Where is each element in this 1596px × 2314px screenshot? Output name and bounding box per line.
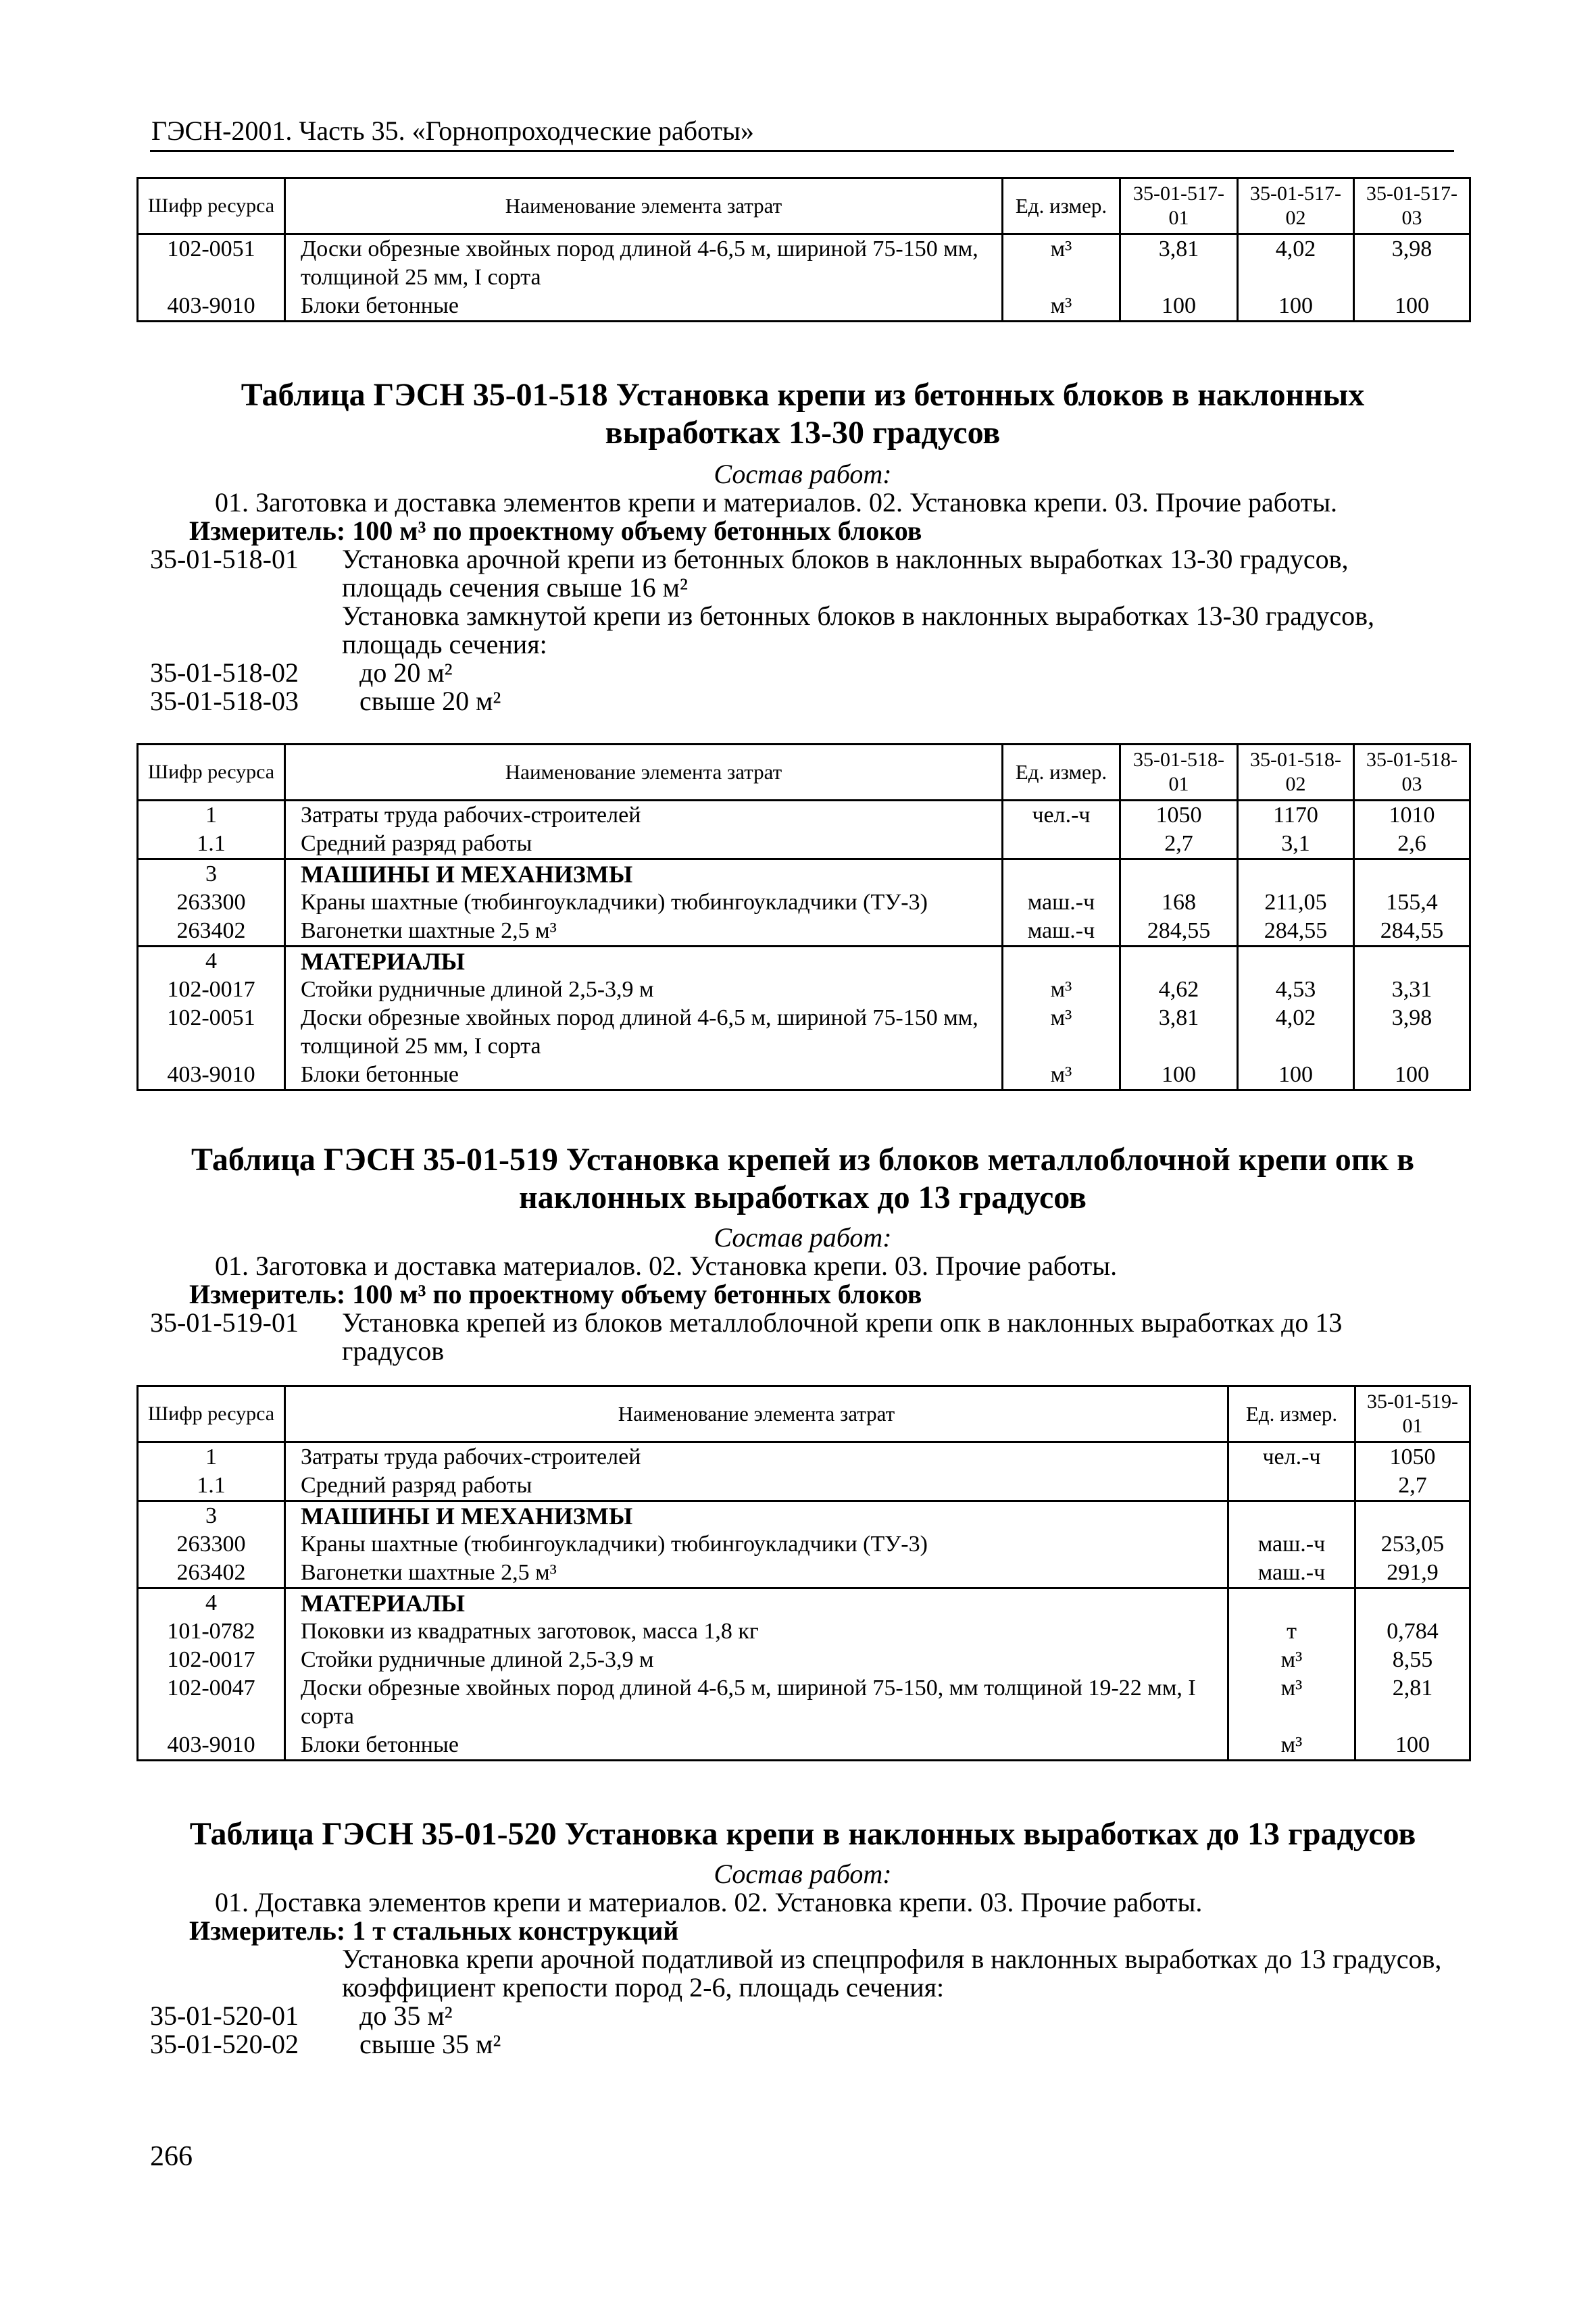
section-heading-materials: МАТЕРИАЛЫ [285,947,1003,976]
column-header-name: Наименование элемента затрат [285,745,1003,801]
table-518 [136,743,1471,1091]
row-name: Стойки рудничные длиной 2,5-3,9 м [285,1646,1228,1674]
measure-unit: Измеритель: 100 м³ по проектному объему бетонных блоков [189,515,922,546]
row-unit [1228,1472,1355,1501]
row-unit: м³ [1228,1674,1355,1731]
column-header-unit: Ед. измер. [1228,1386,1355,1442]
section-code: 4 [138,1588,285,1618]
table-519 [136,1385,1471,1761]
table-518-title-line-2: выработках 13-30 градусов [605,415,1001,451]
column-header-code: Шифр ресурса [138,1386,285,1442]
row-name: Краны шахтные (тюбингоукладчики) тюбингоукладчики (ТУ-3) [285,888,1003,917]
row-code: 403-9010 [138,1731,285,1761]
item-group-text: Установка замкнутой крепи из бетонных блоков в наклонных выработках 13-30 градусов, [342,601,1374,631]
row-value-2: 4,53 [1238,976,1354,1004]
row-name: Блоки бетонные [285,1731,1228,1761]
section-heading-machines: МАШИНЫ И МЕХАНИЗМЫ [285,1501,1228,1531]
work-composition-text: 01. Доставка элементов крепи и материалов. 02. Установка крепи. 03. Прочие работы. [215,1887,1203,1917]
section-row [138,947,1470,976]
column-header-code: Шифр ресурса [138,178,285,234]
row-value-1: 1050 [1120,801,1238,830]
row-value-3: 3,98 [1354,1004,1470,1061]
row-value-3: 2,6 [1354,830,1470,859]
row-name: Вагонетки шахтные 2,5 м³ [285,917,1003,947]
row-name: Вагонетки шахтные 2,5 м³ [285,1559,1228,1588]
table-row [138,1731,1470,1761]
column-header-value-1: 35-01-518-01 [1120,745,1238,801]
item-code: 35-01-518-02 [150,657,299,688]
item-text-continued: градусов [342,1336,445,1366]
row-unit: маш.-ч [1003,917,1120,947]
table-row [138,1559,1470,1588]
row-value-1: 168 [1120,888,1238,917]
work-composition-text: 01. Заготовка и доставка материалов. 02. Установка крепи. 03. Прочие работы. [215,1251,1118,1281]
row-value-1: 100 [1120,292,1238,322]
table-row [138,292,1470,322]
table-519-title-line-2: наклонных выработках до 13 градусов [519,1180,1087,1215]
row-name: Доски обрезные хвойных пород длиной 4-6,5 м, шириной 75-150, мм толщиной 19-22 мм, I сорта [285,1674,1228,1731]
row-unit: м³ [1228,1646,1355,1674]
column-header-value-3: 35-01-518-03 [1354,745,1470,801]
table-519-title-line-1: Таблица ГЭСН 35-01-519 Установка крепей из блоков металлоблочной крепи опк в [191,1142,1414,1178]
table-row [138,976,1470,1004]
row-name: Поковки из квадратных заготовок, масса 1,8 кг [285,1617,1228,1646]
row-code: 263402 [138,1559,285,1588]
row-value-1: 8,55 [1355,1646,1470,1674]
row-unit: чел.-ч [1003,801,1120,830]
row-unit: м³ [1228,1731,1355,1761]
row-name: Доски обрезные хвойных пород длиной 4-6,5 м, шириной 75-150 мм, толщиной 25 мм, I сорта [285,1004,1003,1061]
row-unit: м³ [1003,1061,1120,1090]
row-value-1: 2,81 [1355,1674,1470,1731]
row-value-2: 100 [1238,292,1354,322]
section-row [138,1501,1470,1531]
row-value-1: 0,784 [1355,1617,1470,1646]
item-text-continued: площадь сечения свыше 16 м² [342,572,688,603]
work-composition-text: 01. Заготовка и доставка элементов крепи и материалов. 02. Установка крепи. 03. Прочие работы. [215,487,1337,518]
table-row [138,1530,1470,1559]
item-code: 35-01-520-02 [150,2029,299,2059]
table-520-title: Таблица ГЭСН 35-01-520 Установка крепи в наклонных выработках до 13 градусов [189,1816,1416,1852]
measure-unit: Измеритель: 1 т стальных конструкций [189,1915,679,1946]
section-row [138,1588,1470,1618]
table-header-row [138,178,1470,234]
row-code: 102-0047 [138,1674,285,1731]
row-unit: м³ [1003,1004,1120,1061]
row-value-1: 1050 [1355,1442,1470,1472]
table-row [138,1674,1470,1731]
row-value-1: 253,05 [1355,1530,1470,1559]
row-code: 1 [138,1442,285,1472]
row-unit: м³ [1003,292,1120,322]
work-composition-label: Состав работ: [714,1859,892,1889]
column-header-unit: Ед. измер. [1003,178,1120,234]
item-group-text: Установка крепи арочной податливой из спецпрофиля в наклонных выработках до 13 градусов, [342,1944,1442,1974]
table-517-continuation [136,177,1471,322]
row-code: 102-0017 [138,976,285,1004]
row-name: Стойки рудничные длиной 2,5-3,9 м [285,976,1003,1004]
table-row [138,234,1470,293]
row-unit: т [1228,1617,1355,1646]
row-unit [1003,830,1120,859]
item-code: 35-01-518-03 [150,686,299,716]
item-code: 35-01-520-01 [150,2001,299,2031]
row-name: Блоки бетонные [285,292,1003,322]
row-value-2: 4,02 [1238,234,1354,293]
item-text: свыше 35 м² [359,2029,501,2059]
row-code: 1.1 [138,1472,285,1501]
row-code: 403-9010 [138,1061,285,1090]
row-code: 102-0051 [138,234,285,293]
item-text: Установка крепей из блоков металлоблочной крепи опк в наклонных выработках до 13 [342,1307,1343,1338]
work-composition-label: Состав работ: [714,1222,892,1253]
row-value-3: 3,98 [1354,234,1470,293]
row-value-2: 284,55 [1238,917,1354,947]
column-header-value-1: 35-01-517-01 [1120,178,1238,234]
row-unit: м³ [1003,234,1120,293]
column-header-code: Шифр ресурса [138,745,285,801]
table-row [138,888,1470,917]
row-value-3: 284,55 [1354,917,1470,947]
item-text: Установка арочной крепи из бетонных блоков в наклонных выработках 13-30 градусов, [342,544,1349,574]
table-row [138,1004,1470,1061]
row-code: 403-9010 [138,292,285,322]
row-value-1: 4,62 [1120,976,1238,1004]
row-name: Средний разряд работы [285,830,1003,859]
row-code: 101-0782 [138,1617,285,1646]
row-code: 102-0051 [138,1004,285,1061]
row-code: 263402 [138,917,285,947]
row-value-1: 3,81 [1120,1004,1238,1061]
row-name: Доски обрезные хвойных пород длиной 4-6,5 м, шириной 75-150 мм, толщиной 25 мм, I сорта [285,234,1003,293]
running-header: ГЭСН-2001. Часть 35. «Горнопроходческие работы» [151,116,754,146]
row-unit: маш.-ч [1228,1559,1355,1588]
row-value-1: 2,7 [1355,1472,1470,1501]
row-value-3: 100 [1354,292,1470,322]
row-value-2: 100 [1238,1061,1354,1090]
item-text: до 20 м² [359,657,453,688]
column-header-unit: Ед. измер. [1003,745,1120,801]
row-value-1: 291,9 [1355,1559,1470,1588]
table-row [138,830,1470,859]
row-value-3: 155,4 [1354,888,1470,917]
row-unit: маш.-ч [1003,888,1120,917]
column-header-value-3: 35-01-517-03 [1354,178,1470,234]
row-name: Затраты труда рабочих-строителей [285,1442,1228,1472]
measure-unit: Измеритель: 100 м³ по проектному объему бетонных блоков [189,1279,922,1309]
table-header-row [138,1386,1470,1442]
row-code: 102-0017 [138,1646,285,1674]
row-value-1: 3,81 [1120,234,1238,293]
row-code: 263300 [138,888,285,917]
row-code: 1 [138,801,285,830]
row-unit: чел.-ч [1228,1442,1355,1472]
section-row [138,859,1470,889]
table-row [138,801,1470,830]
item-code: 35-01-518-01 [150,544,299,574]
work-composition-label: Состав работ: [714,459,892,489]
row-name: Краны шахтные (тюбингоукладчики) тюбингоукладчики (ТУ-3) [285,1530,1228,1559]
table-header-row [138,745,1470,801]
item-text: до 35 м² [359,2001,453,2031]
row-unit: м³ [1003,976,1120,1004]
table-row [138,1646,1470,1674]
section-code: 3 [138,1501,285,1531]
row-value-1: 100 [1120,1061,1238,1090]
row-unit: маш.-ч [1228,1530,1355,1559]
item-group-text-continued: коэффициент крепости пород 2-6, площадь сечения: [342,1972,945,2003]
row-code: 263300 [138,1530,285,1559]
column-header-name: Наименование элемента затрат [285,178,1003,234]
row-name: Затраты труда рабочих-строителей [285,801,1003,830]
row-value-1: 2,7 [1120,830,1238,859]
row-value-2: 3,1 [1238,830,1354,859]
column-header-value-2: 35-01-518-02 [1238,745,1354,801]
item-text: свыше 20 м² [359,686,501,716]
column-header-value-2: 35-01-517-02 [1238,178,1354,234]
row-value-2: 4,02 [1238,1004,1354,1061]
section-heading-materials: МАТЕРИАЛЫ [285,1588,1228,1618]
column-header-value-1: 35-01-519-01 [1355,1386,1470,1442]
item-code: 35-01-519-01 [150,1307,299,1338]
row-value-1: 100 [1355,1731,1470,1761]
row-name: Блоки бетонные [285,1061,1003,1090]
section-heading-machines: МАШИНЫ И МЕХАНИЗМЫ [285,859,1003,889]
row-name: Средний разряд работы [285,1472,1228,1501]
column-header-name: Наименование элемента затрат [285,1386,1228,1442]
table-row [138,1442,1470,1472]
row-value-3: 3,31 [1354,976,1470,1004]
page-number: 266 [150,2141,193,2172]
section-code: 3 [138,859,285,889]
row-value-3: 100 [1354,1061,1470,1090]
table-row [138,1061,1470,1090]
row-code: 1.1 [138,830,285,859]
row-value-1: 284,55 [1120,917,1238,947]
table-row [138,1472,1470,1501]
row-value-3: 1010 [1354,801,1470,830]
item-group-text-continued: площадь сечения: [342,629,547,659]
section-code: 4 [138,947,285,976]
row-value-2: 211,05 [1238,888,1354,917]
table-518-title-line-1: Таблица ГЭСН 35-01-518 Установка крепи из бетонных блоков в наклонных [241,377,1365,413]
row-value-2: 1170 [1238,801,1354,830]
table-row [138,917,1470,947]
table-row [138,1617,1470,1646]
header-rule [150,150,1454,152]
